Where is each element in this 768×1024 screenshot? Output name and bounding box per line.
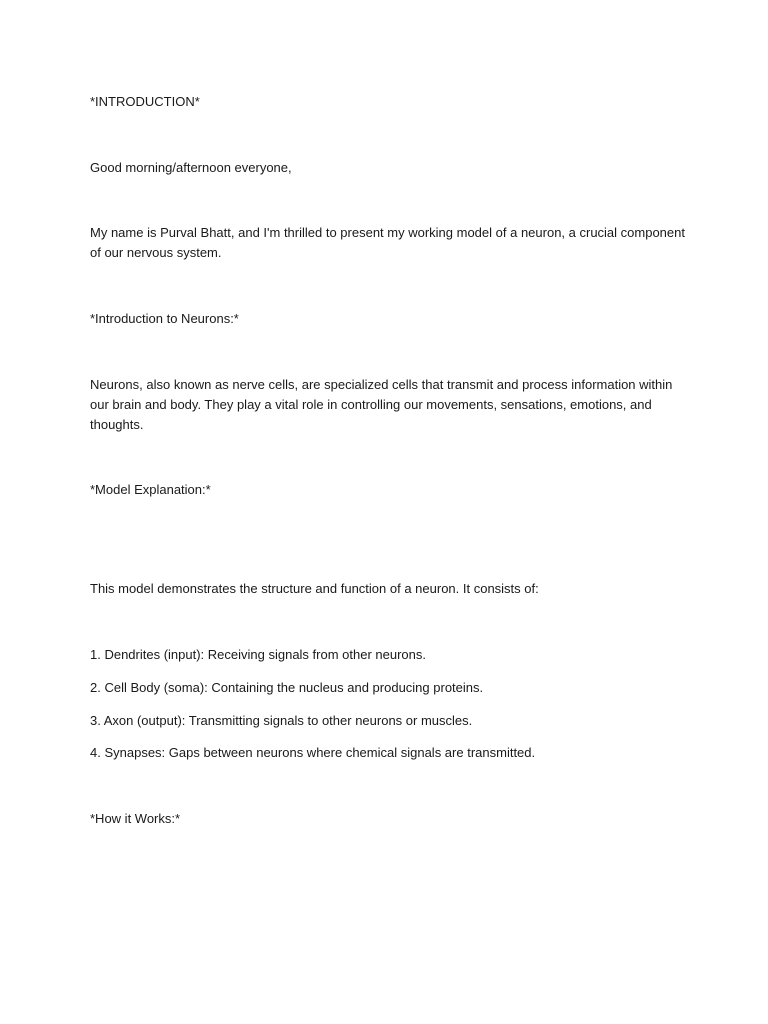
heading-model-explanation: *Model Explanation:* xyxy=(90,482,211,497)
list-item: 1. Dendrites (input): Receiving signals from other neurons. xyxy=(90,647,426,662)
neurons-paragraph: Neurons, also known as nerve cells, are specialized cells that transmit and process information within our brain and body. They play a vital role in controlling our movements, sensations, emotions, and thoughts. xyxy=(90,377,673,432)
list-item: 2. Cell Body (soma): Containing the nucleus and producing proteins. xyxy=(90,680,484,695)
intro-paragraph: My name is Purval Bhatt, and I'm thrilled to present my working model of a neuron, a crucial component of our nervous system. xyxy=(90,225,685,260)
model-paragraph: This model demonstrates the structure and function of a neuron. It consists of: xyxy=(90,581,539,596)
list-item: 4. Synapses: Gaps between neurons where chemical signals are transmitted. xyxy=(90,745,536,760)
greeting-text: Good morning/afternoon everyone, xyxy=(90,160,292,175)
heading-how-it-works: *How it Works:* xyxy=(90,811,181,826)
heading-neurons: *Introduction to Neurons:* xyxy=(90,311,239,326)
heading-introduction: *INTRODUCTION* xyxy=(90,94,200,109)
list-item: 3. Axon (output): Transmitting signals to other neurons or muscles. xyxy=(90,713,473,728)
